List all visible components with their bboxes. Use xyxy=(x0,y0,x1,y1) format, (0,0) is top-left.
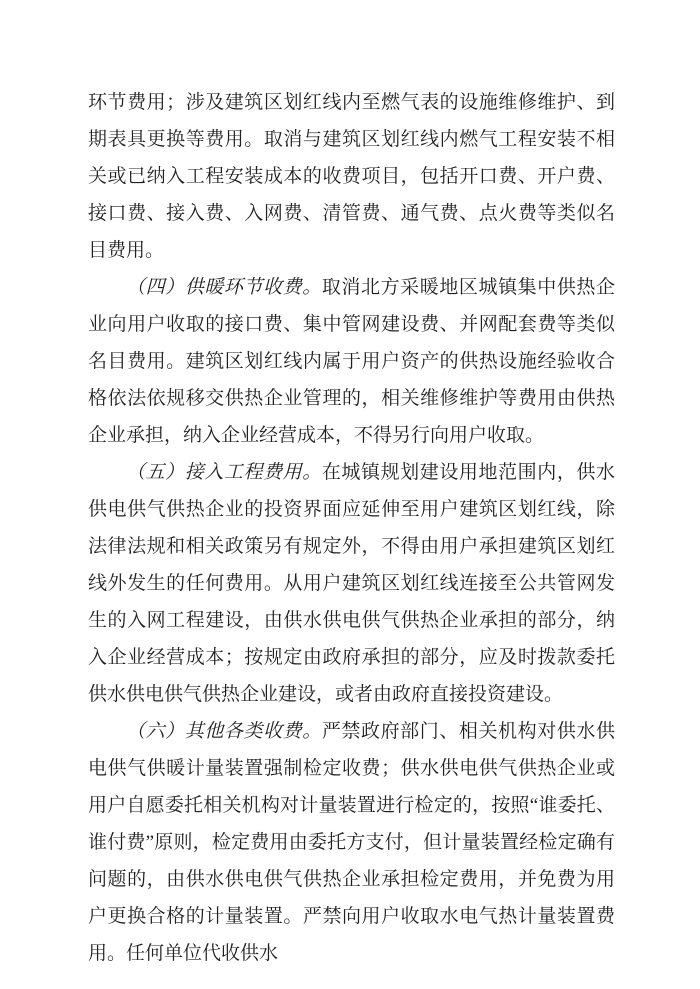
paragraph-heading: （六）其他各类收费。 xyxy=(126,721,322,742)
paragraph-item-6 xyxy=(88,713,615,972)
document-text-block xyxy=(88,84,615,972)
paragraph-item-4 xyxy=(88,269,615,454)
paragraph-body: 取消北方采暖地区城镇集中供热企业向用户收取的接口费、集中管网建设费、并网配套费等类似名目费用。建筑区划红线内属于用户资产的供热设施经验收合格依法依规移交供热企业管理的，相关维修维护等费用由供热企业承担，纳入企业经营成本，不得另行向用户收取。 xyxy=(88,277,615,446)
paragraph-continuation xyxy=(88,84,615,269)
paragraph-body: 严禁政府部门、相关机构对供水供电供气供暖计量装置强制检定收费；供水供电供气供热企业或用户自愿委托相关机构对计量装置进行检定的，按照“谁委托、谁付费”原则，检定费用由委托方支付，但计量装置经检定确有问题的，由供水供电供气供热企业承担检定费用，并免费为用户更换合格的计量装置。严禁向用户收取水电气热计量装置费用。任何单位代收供水 xyxy=(88,721,615,964)
paragraph-body: 环节费用；涉及建筑区划红线内至燃气表的设施维修维护、到期表具更换等费用。取消与建筑区划红线内燃气工程安装不相关或已纳入工程安装成本的收费项目，包括开口费、开户费、接口费、接入费、入网费、清管费、通气费、点火费等类似名目费用。 xyxy=(88,92,615,261)
paragraph-body: 在城镇规划建设用地范围内，供水供电供气供热企业的投资界面应延伸至用户建筑区划红线，除法律法规和相关政策另有规定外，不得由用户承担建筑区划红线外发生的任何费用。从用户建筑区划红线连接至公共管网发生的入网工程建设，由供水供电供气供热企业承担的部分，纳入企业经营成本；按规定由政府承担的部分，应及时拨款委托供水供电供气供热企业建设，或者由政府直接投资建设。 xyxy=(88,462,615,705)
paragraph-heading: （五）接入工程费用。 xyxy=(126,462,322,483)
paragraph-heading: （四）供暖环节收费。 xyxy=(126,277,322,298)
paragraph-item-5 xyxy=(88,454,615,713)
